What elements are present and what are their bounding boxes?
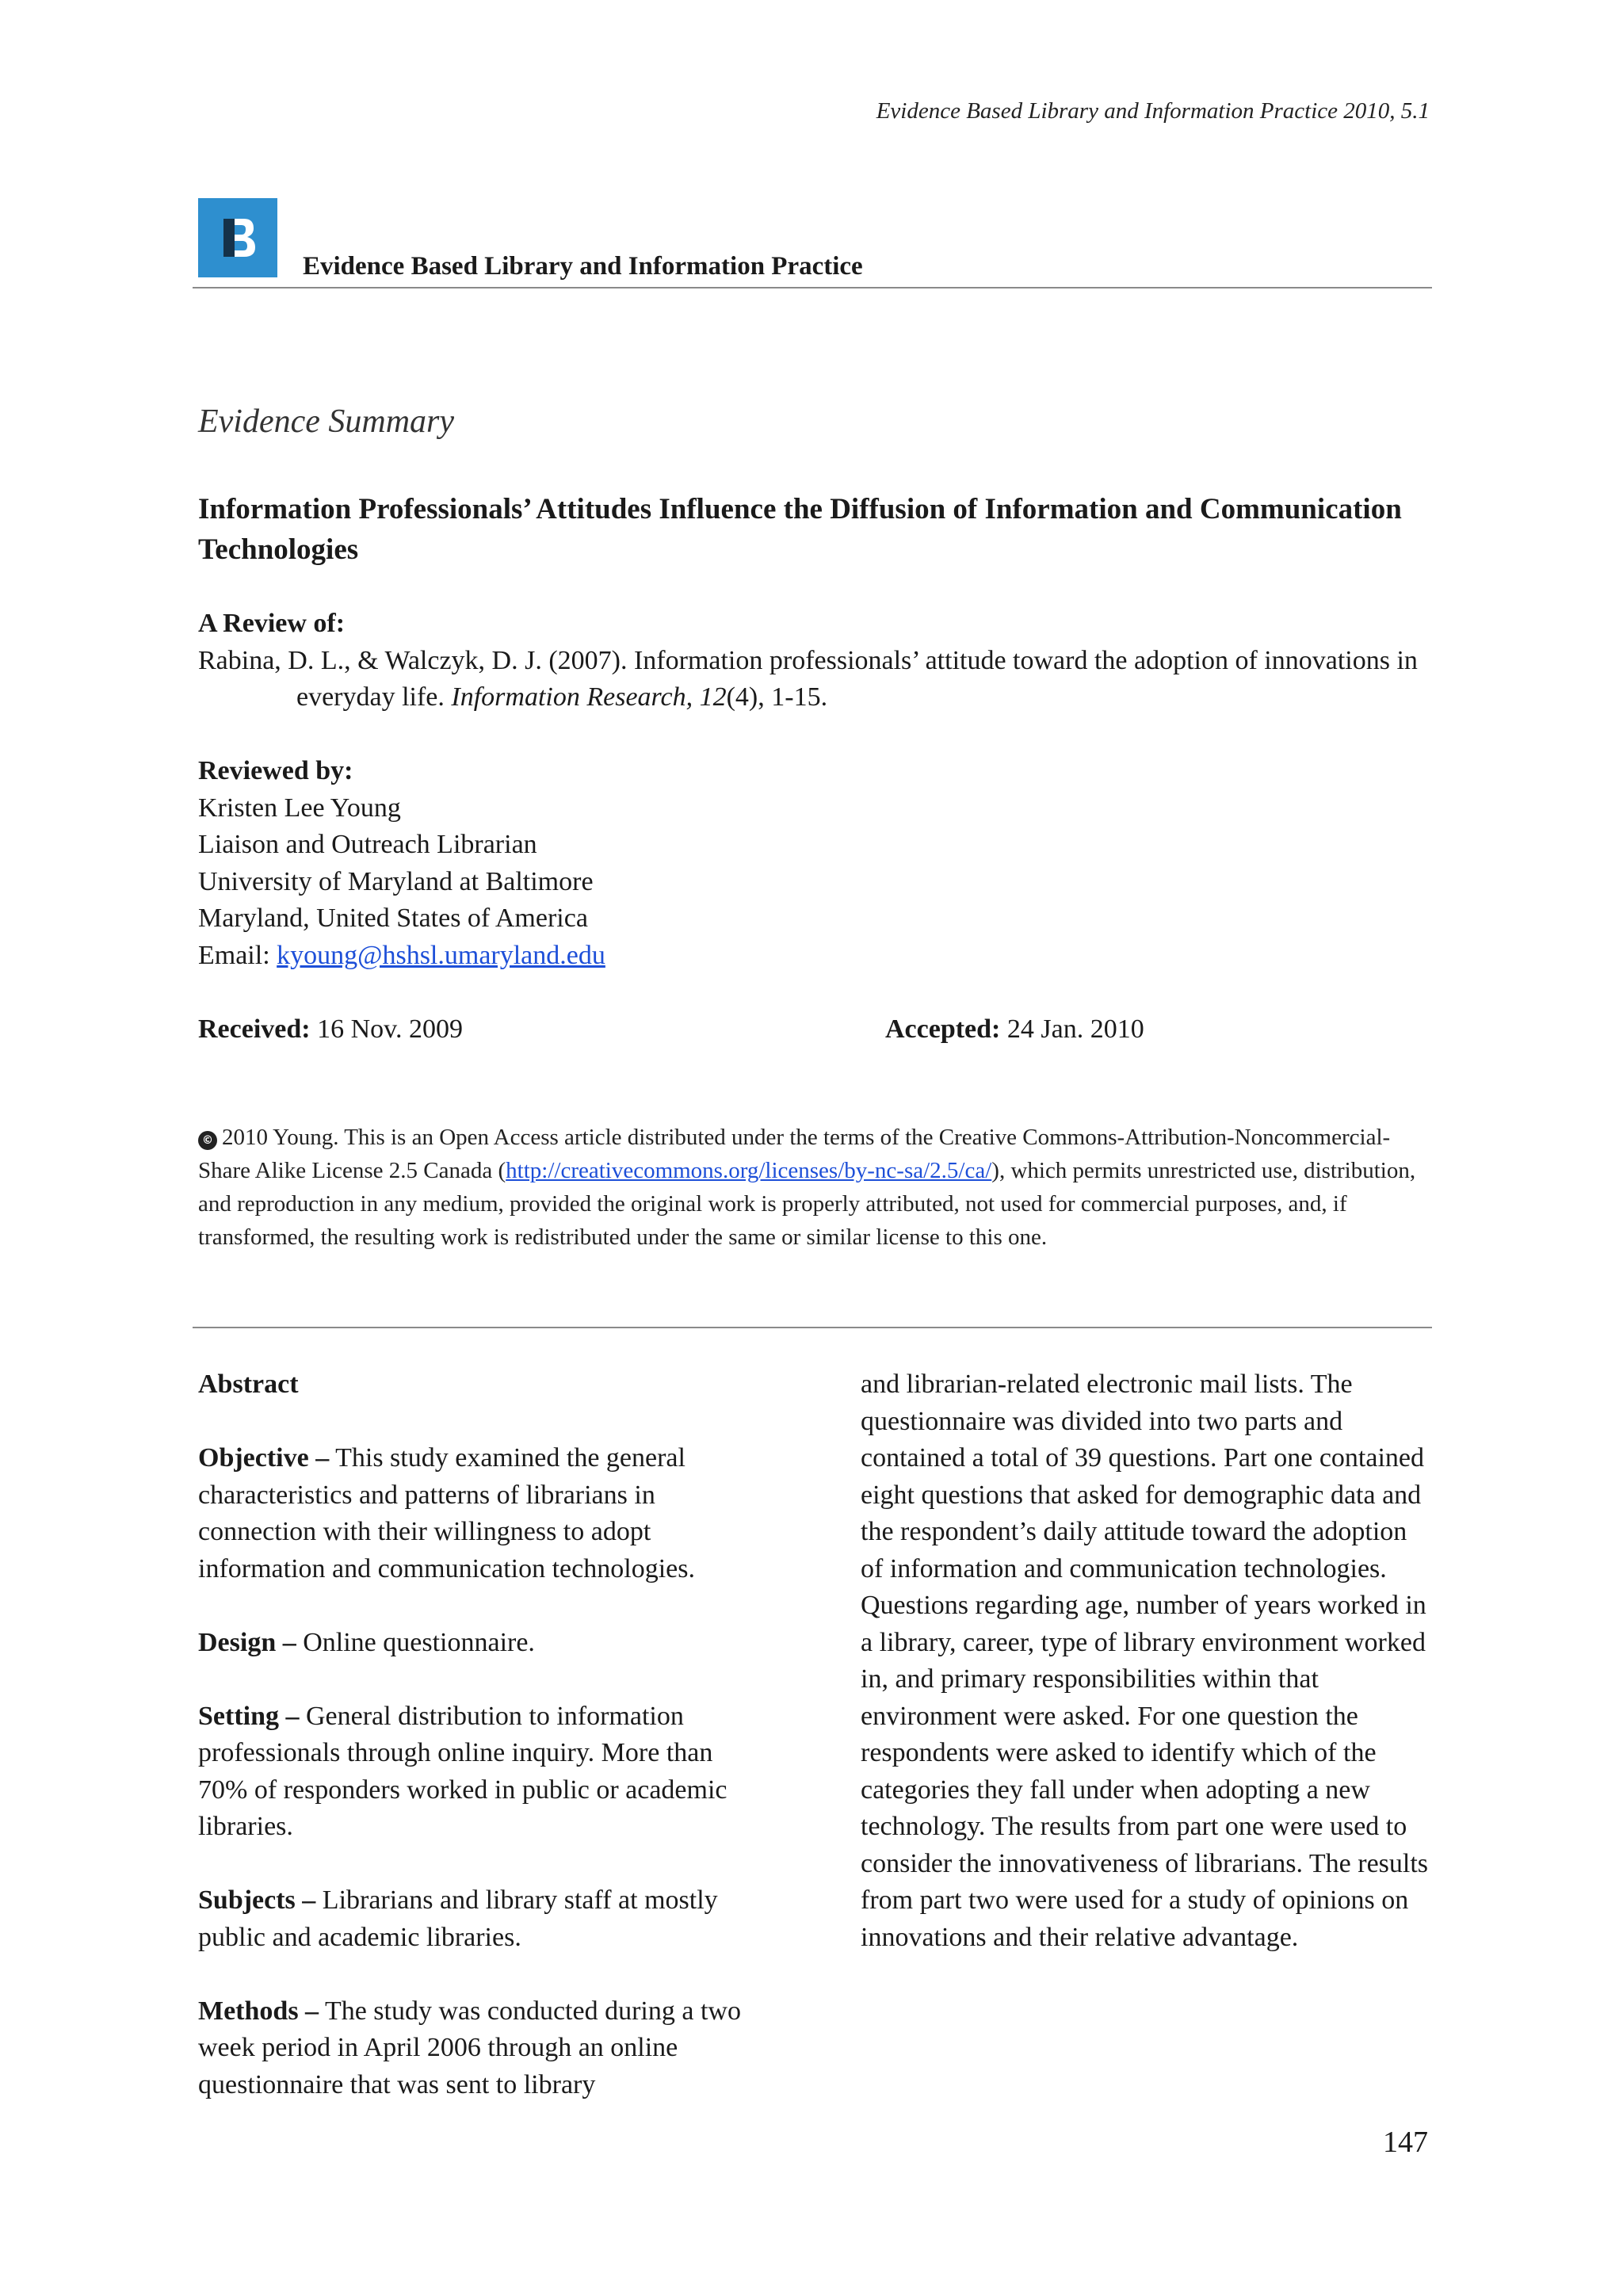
email-label: Email: bbox=[198, 940, 277, 970]
reviewer-email-line bbox=[198, 938, 605, 975]
subjects-text: Librarians and library staff at mostly public and academic libraries. bbox=[198, 1885, 718, 1952]
subjects-label: Subjects – bbox=[198, 1885, 316, 1915]
reviewer-position: Liaison and Outreach Librarian bbox=[198, 830, 537, 859]
setting-label: Setting – bbox=[198, 1701, 300, 1731]
abstract-objective bbox=[198, 1440, 769, 1587]
abstract-divider bbox=[193, 1327, 1432, 1328]
citation bbox=[198, 643, 1453, 716]
review-of-section bbox=[198, 606, 1453, 716]
reviewer-location: Maryland, United States of America bbox=[198, 904, 588, 933]
license-text-pre: 2010 Young. This is an Open Access article distributed under the terms of the Creative Commons-Attribution-Noncommercial-Share Alike License 2.5 Canada ( bbox=[198, 1125, 1391, 1183]
methods-label: Methods – bbox=[198, 1996, 319, 2026]
accepted-label: Accepted: bbox=[885, 1014, 1001, 1044]
review-of-heading: A Review of: bbox=[198, 609, 346, 638]
reviewer-name: Kristen Lee Young bbox=[198, 793, 401, 823]
journal-name: Evidence Based Library and Information Practice bbox=[303, 252, 863, 281]
license-notice bbox=[198, 1121, 1434, 1254]
citation-issue: (4), 1-15. bbox=[726, 682, 828, 712]
abstract-left-column bbox=[198, 1366, 769, 2141]
accepted-value: 24 Jan. 2010 bbox=[1000, 1014, 1144, 1044]
citation-text: Rabina, D. L., & Walczyk, D. J. (2007). Information professionals’ attitude toward the adoption of innovations in everyday life. bbox=[198, 645, 1418, 712]
design-label: Design – bbox=[198, 1627, 296, 1657]
reviewed-by-section bbox=[198, 753, 605, 974]
abstract-setting bbox=[198, 1698, 769, 1846]
objective-label: Objective – bbox=[198, 1443, 330, 1473]
received-value: 16 Nov. 2009 bbox=[310, 1014, 463, 1044]
reviewed-by-heading: Reviewed by: bbox=[198, 756, 353, 785]
ebl-logo-icon bbox=[198, 198, 277, 277]
running-header: Evidence Based Library and Information Practice 2010, 5.1 bbox=[876, 98, 1430, 124]
copyright-icon: © bbox=[198, 1131, 217, 1150]
abstract-subjects bbox=[198, 1882, 769, 1956]
abstract-heading: Abstract bbox=[198, 1370, 299, 1399]
methods-text: The study was conducted during a two week period in April 2006 through an online questionnaire that was sent to library bbox=[198, 1996, 741, 2099]
accepted-date bbox=[885, 1011, 1144, 1049]
article-title: Information Professionals’ Attitudes Influence the Diffusion of Information and Communication Technologies bbox=[198, 493, 1402, 566]
received-label: Received: bbox=[198, 1014, 311, 1044]
citation-journal: Information Research, 12 bbox=[451, 682, 727, 712]
abstract-right-column bbox=[861, 1366, 1433, 1993]
objective-text: This study examined the general characteristics and patterns of librarians in connection with their willingness to adopt information and communication technologies. bbox=[198, 1443, 695, 1584]
license-link[interactable]: http://creativecommons.org/licenses/by-nc-sa/2.5/ca/ bbox=[506, 1158, 992, 1183]
email-link[interactable]: kyoung@hshsl.umaryland.edu bbox=[277, 940, 605, 970]
section-label: Evidence Summary bbox=[198, 403, 455, 440]
reviewer-institution: University of Maryland at Baltimore bbox=[198, 866, 594, 896]
methods-continued: and librarian-related electronic mail lists. The questionnaire was divided into two parts and contained a total of 39 questions. Part one contained eight questions that asked for demographic data and the respondent’s daily attitude toward the adoption of information and communication technologies. Questions regarding age, number of years worked in a library, career, type of library environment worked in, and primary responsibilities within that environment were asked. For one question the respondents were asked to identify which of the categories they fall under when adopting a new technology. The results from part one were used to consider the innovativeness of librarians. The results from part two were used for a study of opinions on innovations and their relative advantage. bbox=[861, 1370, 1429, 1952]
license-text-post: ), which permits unrestricted use, distribution, and reproduction in any medium, provided the original work is properly attributed, not used for commercial purposes, and, if transformed, the resulting work is redistributed under the same or similar license to this one. bbox=[198, 1158, 1416, 1250]
setting-text: General distribution to information professionals through online inquiry. More than 70% of responders worked in public or academic libraries. bbox=[198, 1701, 727, 1841]
design-text: Online questionnaire. bbox=[296, 1627, 535, 1657]
page-number: 147 bbox=[1383, 2126, 1428, 2159]
header-divider bbox=[193, 287, 1432, 288]
abstract-design bbox=[198, 1625, 769, 1662]
received-date bbox=[198, 1011, 463, 1049]
abstract-methods bbox=[198, 1993, 769, 2104]
